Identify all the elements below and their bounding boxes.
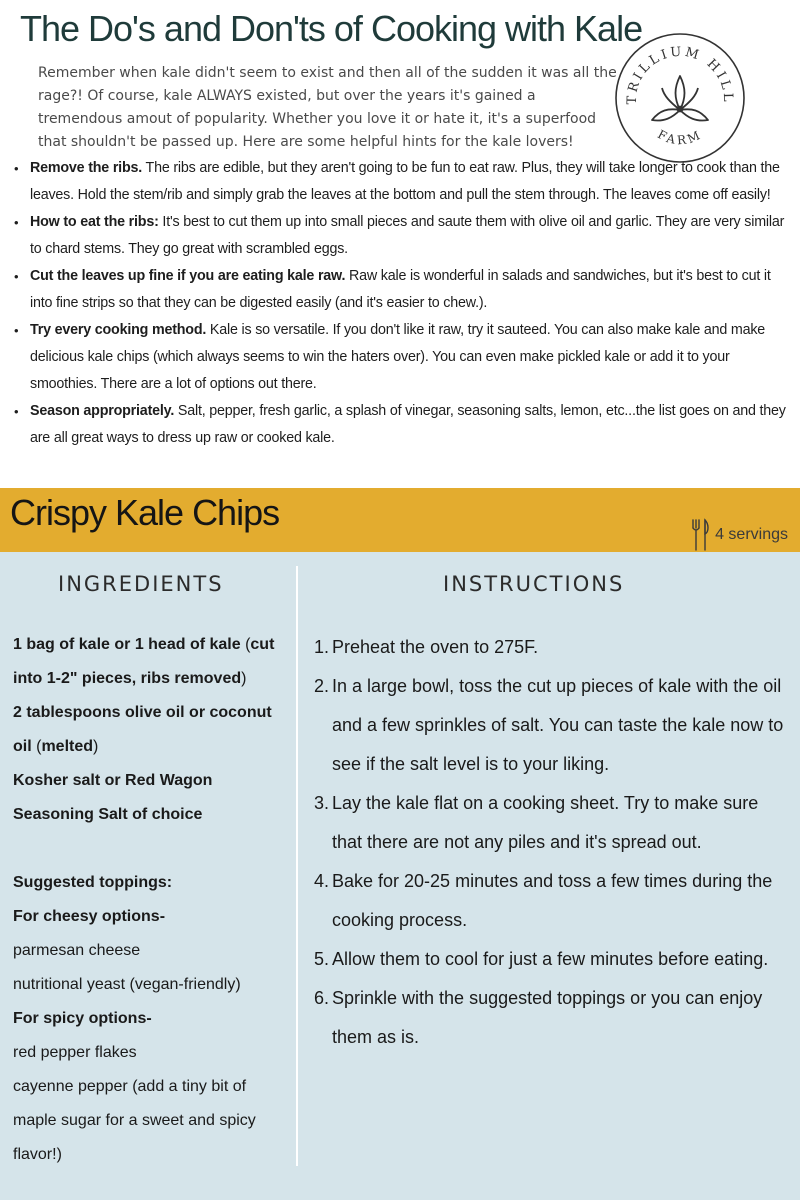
ingredient-oil bbox=[13, 696, 288, 764]
tips-list bbox=[12, 155, 790, 452]
recipe-title: Crispy Kale Chips bbox=[10, 492, 280, 533]
servings-text: 4 servings bbox=[715, 526, 788, 543]
ingredient-note: melted bbox=[41, 738, 94, 755]
ingredient-note: cut into 1-2" pieces, ribs removed bbox=[13, 636, 275, 687]
step-number: 3. bbox=[314, 793, 330, 813]
tip-label: Cut the leaves up fine if you are eating kale raw. bbox=[30, 268, 346, 284]
step-text: Sprinkle with the suggested toppings or you can enjoy them as is. bbox=[332, 988, 763, 1047]
instruction-step bbox=[314, 979, 789, 1057]
ingredient-salt: Kosher salt or Red Wagon Seasoning Salt of choice bbox=[13, 772, 213, 823]
step-number: 2. bbox=[314, 676, 330, 696]
topping-item: parmesan cheese bbox=[13, 942, 141, 959]
instruction-step bbox=[314, 628, 789, 667]
recipe-banner bbox=[0, 488, 800, 552]
instruction-step bbox=[314, 940, 789, 979]
tip-item bbox=[12, 263, 790, 317]
step-text: Allow them to cool for just a few minutes before eating. bbox=[332, 949, 769, 969]
toppings-heading: Suggested toppings: bbox=[13, 874, 173, 891]
page-title: The Do's and Don'ts of Cooking with Kale bbox=[20, 8, 643, 49]
tip-label: Season appropriately. bbox=[30, 403, 175, 419]
tip-label: How to eat the ribs: bbox=[30, 214, 159, 230]
tip-text: The ribs are edible, but they aren't going to be fun to eat raw. Plus, they will take longer to cook than the leaves. Hold the stem/rib and simply grab the leaves at the bottom and pull the stem through. The leaves come off easily! bbox=[30, 160, 780, 203]
paren: ( bbox=[36, 738, 42, 755]
ingredient-text: 1 bag of kale or 1 head of kale bbox=[13, 636, 246, 653]
ingredient-kale bbox=[13, 628, 288, 696]
tip-text: Salt, pepper, fresh garlic, a splash of vinegar, seasoning salts, lemon, etc...the list goes on and they are all great ways to dress up raw or cooked kale. bbox=[30, 403, 786, 446]
servings-info bbox=[691, 518, 788, 552]
intro-paragraph: Remember when kale didn't seem to exist and then all of the sudden it was all the rage?! Of course, kale ALWAYS existed, but over the years it's gained a tremendous amout of popularity. Whether you love it or hate it, it's a superfood that shouldn't be passed up. Here are some helpful hints for the kale lovers! bbox=[38, 65, 617, 150]
logo-top-text: TRILLIUM HILL bbox=[624, 44, 736, 105]
tip-item bbox=[12, 209, 790, 263]
ingredients-list bbox=[13, 628, 288, 1172]
instructions-heading: INSTRUCTIONS bbox=[443, 572, 625, 596]
spacer bbox=[13, 832, 288, 866]
column-divider bbox=[296, 566, 298, 1166]
topping-item: nutritional yeast (vegan-friendly) bbox=[13, 976, 241, 993]
ingredient-text: 2 tablespoons olive oil or coconut oil bbox=[13, 704, 272, 755]
tip-text: Raw kale is wonderful in salads and sandwiches, but it's best to cut it into fine strips so that they can be digested easily (and it's easier to chew.). bbox=[30, 268, 771, 311]
tip-label: Try every cooking method. bbox=[30, 322, 207, 338]
step-number: 1. bbox=[314, 637, 330, 657]
step-text: Preheat the oven to 275F. bbox=[332, 637, 539, 657]
logo-bottom-text: FARM bbox=[655, 127, 705, 148]
ingredients-heading: INGREDIENTS bbox=[58, 572, 224, 596]
instruction-step bbox=[314, 862, 789, 940]
instruction-step bbox=[314, 784, 789, 862]
tip-text: Kale is so versatile. If you don't like it raw, try it sauteed. You can also make kale and make delicious kale chips (which always seems to win the haters over). You can even make pickled kale or add it to your smoothies. There are a lot of options out there. bbox=[30, 322, 766, 392]
paren: ( bbox=[245, 636, 251, 653]
step-number: 5. bbox=[314, 949, 330, 969]
tip-item bbox=[12, 317, 790, 398]
tip-text: It's best to cut them up into small pieces and saute them with olive oil and garlic. They are very similar to chard stems. They go great with scrambled eggs. bbox=[30, 214, 785, 257]
topping-item: cayenne pepper (add a tiny bit of maple sugar for a sweet and spicy flavor!) bbox=[13, 1078, 256, 1163]
paren: ) bbox=[93, 738, 99, 755]
instruction-step bbox=[314, 667, 789, 784]
step-text: Bake for 20-25 minutes and toss a few times during the cooking process. bbox=[332, 871, 773, 930]
spicy-heading: For spicy options- bbox=[13, 1010, 152, 1027]
farm-logo bbox=[612, 30, 748, 166]
tip-label: Remove the ribs. bbox=[30, 160, 143, 176]
paren: ) bbox=[241, 670, 247, 687]
instructions-list bbox=[314, 628, 789, 1057]
cheesy-heading: For cheesy options- bbox=[13, 908, 166, 925]
tip-item bbox=[12, 155, 790, 209]
step-text: In a large bowl, toss the cut up pieces of kale with the oil and a few sprinkles of salt. You can taste the kale now to see if the salt level is to your liking. bbox=[332, 676, 784, 774]
recipe-card bbox=[0, 552, 800, 1200]
tip-item bbox=[12, 398, 790, 452]
fork-knife-icon bbox=[691, 518, 711, 552]
step-text: Lay the kale flat on a cooking sheet. Try to make sure that there are not any piles and it's spread out. bbox=[332, 793, 759, 852]
topping-item: red pepper flakes bbox=[13, 1044, 137, 1061]
step-number: 6. bbox=[314, 988, 330, 1008]
step-number: 4. bbox=[314, 871, 330, 891]
